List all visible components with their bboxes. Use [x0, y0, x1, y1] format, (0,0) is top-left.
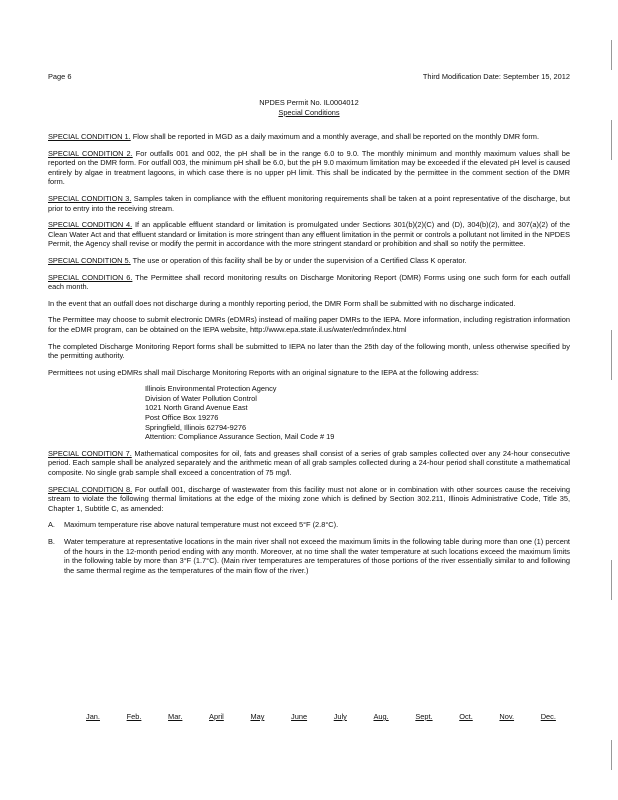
month-heading: Nov. — [499, 712, 515, 721]
address-line: Division of Water Pollution Control — [145, 393, 257, 403]
month-heading: Mar. — [168, 712, 183, 721]
item-text: Water temperature at representative locations in the main river shall not exceed the maximum limits in the following table during more than one (1) percent of the hours in the 12-month period ending with any month. Moreover, at no time shall the water temperature at such locations exceed the maximum limits in the following table by more than 3°F (1.7°C). (Main river temperatures are temperatures of those portions of the river essentially similar to and following the same thermal regime as the temperatures of the main flow of the river.) — [64, 537, 570, 575]
condition-label: SPECIAL CONDITION 8. — [48, 484, 133, 494]
item-text: Maximum temperature rise above natural temperature must not exceed 5°F (2.8°C). — [64, 520, 339, 530]
scan-edge-mark — [611, 740, 612, 770]
special-condition-4 — [48, 220, 570, 249]
special-condition-1 — [48, 132, 570, 142]
submission-deadline-paragraph: The completed Discharge Monitoring Report forms shall be submitted to IEPA no later than the 25th day of the following month, unless otherwise specified by the permitting authority. — [48, 341, 570, 361]
special-condition-7 — [48, 449, 570, 478]
condition-label: SPECIAL CONDITION 3. — [48, 193, 132, 203]
month-heading: Aug. — [373, 712, 389, 721]
condition-label: SPECIAL CONDITION 4. — [48, 220, 133, 230]
address-line: Illinois Environmental Protection Agency — [145, 384, 277, 394]
month-heading: July — [333, 712, 347, 721]
item-marker: B. — [48, 537, 55, 546]
month-heading: June — [291, 712, 308, 721]
permit-number: NPDES Permit No. IL0004012 — [259, 98, 359, 107]
condition-text: Samples taken in compliance with the effluent monitoring requirements shall be taken at a point representative of the discharge, but prior to entry into the receiving stream. — [48, 193, 570, 213]
scan-edge-mark — [611, 40, 612, 70]
scan-edge-mark — [611, 330, 612, 380]
condition-text: If an applicable effluent standard or limitation is promulgated under Sections 301(b)(2)(C) and (D), 304(b)(2), and 307(a)(2) of the Clean Water Act and that effluent standard or limitation is more stringent than any effluent limitation in the permit or controls a pollutant not limited in the NPDES Permit, the Agency shall revise or modify the permit in accordance with the more stringent standard or prohibition and shall so notify the permittee. — [48, 220, 570, 249]
page-header — [48, 72, 570, 82]
scan-edge-mark — [611, 560, 612, 600]
page-number: Page 6 — [48, 72, 72, 81]
condition-text: Mathematical composites for oil, fats and greases shall consist of a series of grab samples collected over any 24-hour consecutive period. Each sample shall be analyzed separately and the arithmetic mean of all grab samples collected during a 24-hour period shall constitute a mathematical composite. No single grab sample shall exceed a concentration of 75 mg/l. — [48, 448, 570, 478]
condition-text: Flow shall be reported in MGD as a daily maximum and a monthly average, and shall be reported on the monthly DMR form. — [130, 132, 540, 141]
address-line: Post Office Box 19276 — [145, 413, 219, 423]
condition-text: The Permittee shall record monitoring results on Discharge Monitoring Report (DMR) Forms using one such form for each outfall each month. — [48, 272, 570, 292]
condition-text: For outfalls 001 and 002, the pH shall be in the range 6.0 to 9.0. The monthly minimum and monthly maximum values shall be reported on the DMR form. For outfall 003, the minimum pH shall be 6.0, but the pH 9.0 maximum limitation may be exceeded if the elevated pH level is caused entirely by algae in treatment lagoons, in which case there is no upper pH limit. This shall be indicated by the permittee in the comment section of the DMR form. — [48, 148, 571, 187]
condition-label: SPECIAL CONDITION 2. — [48, 148, 133, 158]
special-condition-8 — [48, 485, 570, 514]
address-line: Springfield, Illinois 62794-9276 — [145, 422, 247, 432]
edmr-paragraph: The Permittee may choose to submit electronic DMRs (eDMRs) instead of mailing paper DMRs to the IEPA. More information, including registration information for the eDMR program, can be obtained on the IEPA website, http://www.epa.state.il.us/water/edmr/index.html — [48, 315, 570, 334]
special-condition-5 — [48, 256, 570, 266]
address-line: 1021 North Grand Avenue East — [145, 403, 248, 413]
month-header-row — [86, 712, 556, 722]
scan-edge-mark — [611, 120, 612, 160]
month-heading: Sept. — [415, 712, 433, 721]
mailing-instructions-paragraph: Permittees not using eDMRs shall mail Discharge Monitoring Reports with an original signature to the IEPA at the following address: — [48, 367, 479, 377]
address-line: Attention: Compliance Assurance Section, Mail Code # 19 — [145, 432, 335, 442]
condition-text: The use or operation of this facility shall be by or under the supervision of a Certified Class K operator. — [130, 255, 467, 265]
modification-date: Third Modification Date: September 15, 2012 — [422, 72, 570, 81]
section-title: Special Conditions — [278, 107, 340, 117]
month-heading: Oct. — [459, 712, 473, 721]
condition-label: SPECIAL CONDITION 1. — [48, 132, 131, 141]
month-heading: Feb. — [126, 712, 142, 721]
no-discharge-paragraph: In the event that an outfall does not discharge during a monthly reporting period, the DMR Form shall be submitted with no discharge indicated. — [48, 298, 516, 308]
condition-label: SPECIAL CONDITION 6. — [48, 272, 133, 282]
special-condition-3 — [48, 194, 570, 213]
mailing-address — [145, 384, 570, 442]
month-heading: Dec. — [540, 712, 556, 721]
thermal-item-b — [48, 537, 570, 575]
item-marker: A. — [48, 520, 55, 530]
special-condition-2 — [48, 149, 570, 187]
special-condition-6 — [48, 273, 570, 292]
document-body — [48, 132, 570, 582]
condition-text: For outfall 001, discharge of wastewater from this facility must not alone or in combination with other sources cause the receiving stream to violate the following thermal limitations at the edge of the mixing zone which is defined by Section 302.211, Illinois Administrative Code, Title 35, Chapter 1, Subtitle C, as amended: — [48, 484, 571, 513]
condition-label: SPECIAL CONDITION 5. — [48, 255, 131, 265]
title-block — [0, 98, 618, 117]
month-heading: April — [209, 712, 224, 721]
month-heading: Jan. — [86, 712, 100, 721]
thermal-item-a — [48, 520, 570, 530]
month-heading: May — [250, 712, 265, 721]
condition-label: SPECIAL CONDITION 7. — [48, 448, 132, 458]
